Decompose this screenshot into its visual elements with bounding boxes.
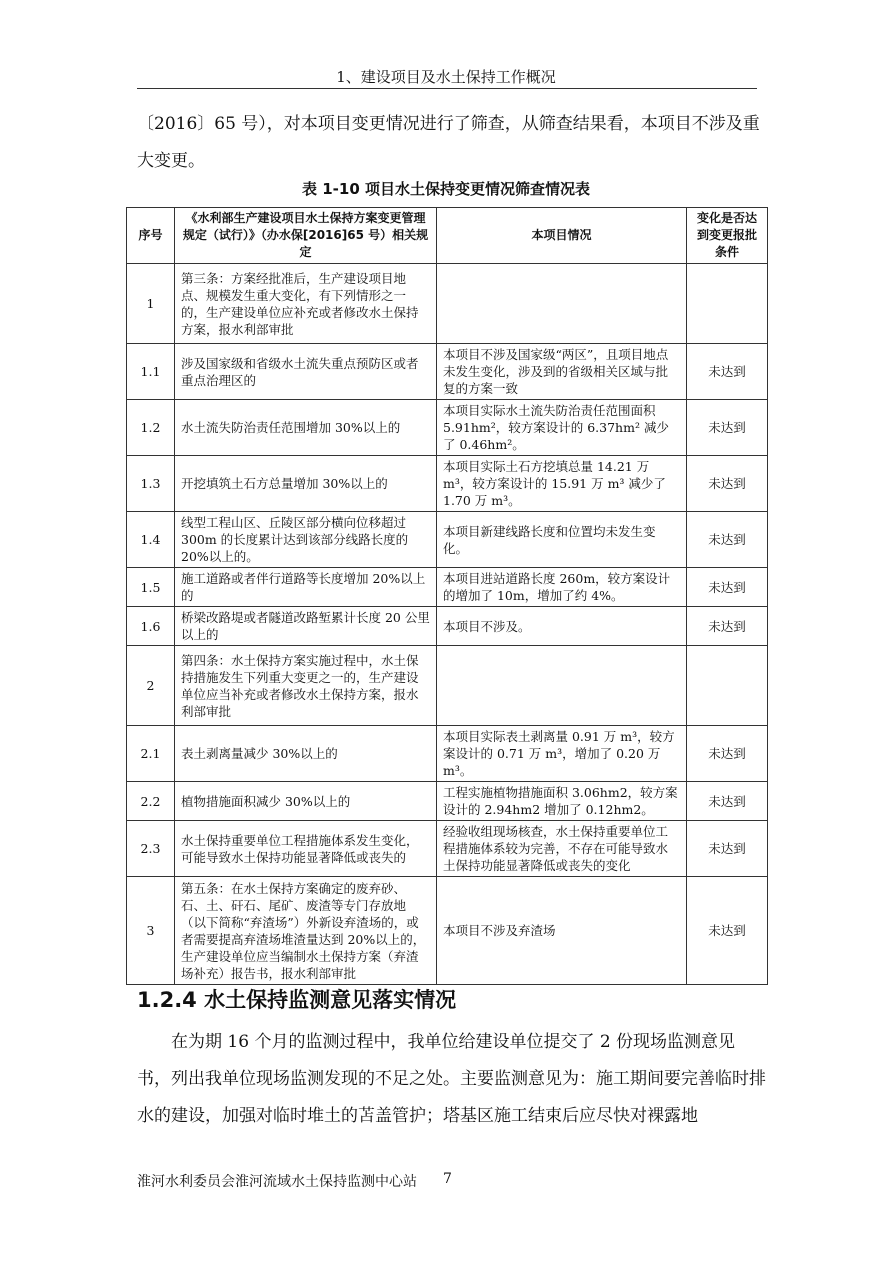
- cell-result: 未达到: [687, 607, 768, 646]
- table-row: [127, 646, 768, 726]
- cell-no: 1.6: [127, 607, 175, 646]
- table-row: [127, 821, 768, 877]
- cell-situation: 本项目实际表土剥离量 0.91 万 m³，较方案设计的 0.71 万 m³，增加了 0.20 万 m³。: [437, 726, 687, 782]
- cell-situation: 本项目进站道路长度 260m，较方案设计的增加了 10m，增加了约 4%。: [437, 568, 687, 607]
- cell-rule: 线型工程山区、丘陵区部分横向位移超过 300m 的长度累计达到该部分线路长度的 20%以上的。: [175, 512, 437, 568]
- cell-situation: 本项目不涉及国家级“两区”，且项目地点未发生变化，涉及到的省级相关区域与批复的方案一致: [437, 344, 687, 400]
- cell-rule: 第五条：在水土保持方案确定的废弃砂、石、土、矸石、尾矿、废渣等专门存放地（以下简称“弃渣场”）外新设弃渣场的，或者需要提高弃渣场堆渣量达到 20%以上的，生产建设单位应当编制水土保持方案（弃渣场补充）报告书，报水利部审批: [175, 877, 437, 985]
- change-screening-table: [126, 207, 768, 985]
- cell-result: 未达到: [687, 400, 768, 456]
- cell-result: [687, 646, 768, 726]
- footer-organization: 淮河水利委员会淮河流域水土保持监测中心站: [137, 1174, 417, 1190]
- cell-situation: 经验收组现场核查，水土保持重要单位工程措施体系较为完善，不存在可能导致水土保持功能显著降低或丧失的变化: [437, 821, 687, 877]
- cell-rule: 涉及国家级和省级水土流失重点预防区或者重点治理区的: [175, 344, 437, 400]
- table-row: [127, 264, 768, 344]
- cell-result: 未达到: [687, 877, 768, 985]
- table-row: [127, 400, 768, 456]
- cell-result: 未达到: [687, 456, 768, 512]
- cell-no: 3: [127, 877, 175, 985]
- cell-no: 2.1: [127, 726, 175, 782]
- cell-no: 1.5: [127, 568, 175, 607]
- table-caption: 表 1-10 项目水土保持变更情况筛查情况表: [302, 180, 590, 198]
- cell-situation: 本项目不涉及。: [437, 607, 687, 646]
- cell-situation: [437, 646, 687, 726]
- header-no: 序号: [127, 208, 175, 264]
- cell-result: [687, 264, 768, 344]
- cell-result: 未达到: [687, 568, 768, 607]
- section-heading: 1.2.4 水土保持监测意见落实情况: [137, 988, 457, 1012]
- cell-result: 未达到: [687, 344, 768, 400]
- cell-result: 未达到: [687, 726, 768, 782]
- cell-rule: 第三条：方案经批准后，生产建设项目地点、规模发生重大变化，有下列情形之一的，生产建设单位应补充或者修改水土保持方案，报水利部审批: [175, 264, 437, 344]
- cell-rule: 开挖填筑土石方总量增加 30%以上的: [175, 456, 437, 512]
- table-row: [127, 782, 768, 821]
- cell-rule: 水土流失防治责任范围增加 30%以上的: [175, 400, 437, 456]
- running-header: 1、建设项目及水土保持工作概况: [336, 68, 556, 86]
- cell-result: 未达到: [687, 512, 768, 568]
- section-paragraph: 在为期 16 个月的监测过程中，我单位给建设单位提交了 2 份现场监测意见书，列出我单位现场监测发现的不足之处。主要监测意见为：施工期间要完善临时排水的建设，加强对临时堆土的苫盖管护；塔基区施工结束后应尽快对裸露地: [137, 1032, 766, 1126]
- header-rule: [137, 88, 757, 89]
- cell-situation: [437, 264, 687, 344]
- table-row: [127, 726, 768, 782]
- cell-situation: 本项目新建线路长度和位置均未发生变化。: [437, 512, 687, 568]
- table-header-row: [127, 208, 768, 264]
- table-row: [127, 877, 768, 985]
- cell-no: 1.2: [127, 400, 175, 456]
- header-result: 变化是否达到变更报批条件: [687, 208, 768, 264]
- table-row: [127, 456, 768, 512]
- cell-result: 未达到: [687, 782, 768, 821]
- cell-rule: 表土剥离量减少 30%以上的: [175, 726, 437, 782]
- cell-situation: 工程实施植物措施面积 3.06hm2，较方案设计的 2.94hm2 增加了 0.12hm2。: [437, 782, 687, 821]
- table-row: [127, 512, 768, 568]
- cell-situation: 本项目不涉及弃渣场: [437, 877, 687, 985]
- table-row: [127, 607, 768, 646]
- intro-paragraph: 〔2016〕65 号），对本项目变更情况进行了筛查，从筛查结果看，本项目不涉及重大变更。: [137, 114, 760, 171]
- cell-rule: 第四条：水土保持方案实施过程中，水土保持措施发生下列重大变更之一的，生产建设单位应当补充或者修改水土保持方案，报水利部审批: [175, 646, 437, 726]
- cell-no: 1: [127, 264, 175, 344]
- cell-rule: 植物措施面积减少 30%以上的: [175, 782, 437, 821]
- cell-rule: 桥梁改路堤或者隧道改路堑累计长度 20 公里以上的: [175, 607, 437, 646]
- cell-no: 2.2: [127, 782, 175, 821]
- cell-rule: 施工道路或者伴行道路等长度增加 20%以上的: [175, 568, 437, 607]
- cell-no: 2.3: [127, 821, 175, 877]
- cell-no: 1.1: [127, 344, 175, 400]
- table-row: [127, 568, 768, 607]
- header-situation: 本项目情况: [437, 208, 687, 264]
- cell-situation: 本项目实际土石方挖填总量 14.21 万 m³，较方案设计的 15.91 万 m³ 减少了 1.70 万 m³。: [437, 456, 687, 512]
- cell-result: 未达到: [687, 821, 768, 877]
- page-number: 7: [443, 1171, 452, 1187]
- cell-situation: 本项目实际水土流失防治责任范围面积 5.91hm²，较方案设计的 6.37hm² 减少了 0.46hm²。: [437, 400, 687, 456]
- table-row: [127, 344, 768, 400]
- header-rule: 《水利部生产建设项目水土保持方案变更管理规定（试行）》（办水保[2016]65 号）相关规定: [175, 208, 437, 264]
- cell-no: 1.4: [127, 512, 175, 568]
- cell-no: 2: [127, 646, 175, 726]
- cell-no: 1.3: [127, 456, 175, 512]
- cell-rule: 水土保持重要单位工程措施体系发生变化，可能导致水土保持功能显著降低或丧失的: [175, 821, 437, 877]
